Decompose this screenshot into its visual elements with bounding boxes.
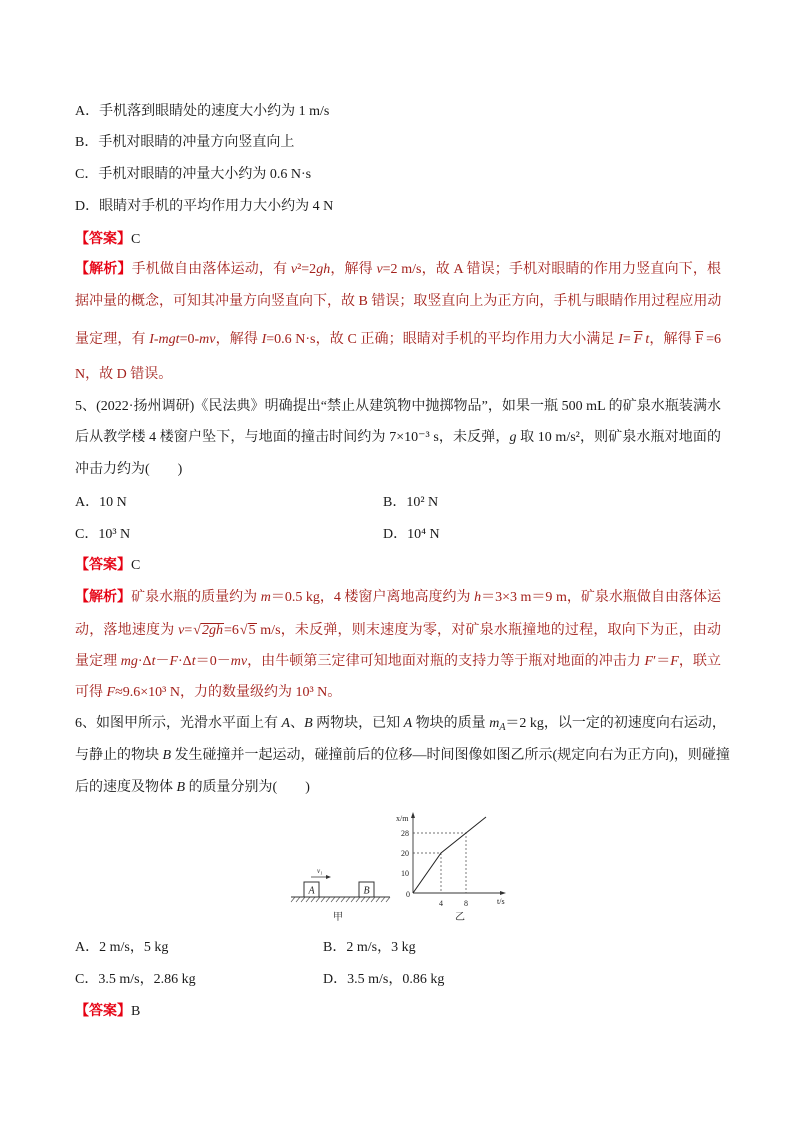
math-variable: B xyxy=(176,780,186,795)
math-variable: B xyxy=(162,748,172,763)
text-run: =0.6 N·s，故 C 正确；眼睛对手机的平均作用力大小满足 xyxy=(266,332,619,347)
text-run: 后从教学楼 4 楼窗户坠下，与地面的撞击时间约为 7×10⁻³ s，未反弹， xyxy=(75,430,510,445)
math-variable: gh xyxy=(316,262,331,277)
velocity-label: v₁ xyxy=(317,867,323,875)
q6-stem-line-2 xyxy=(75,746,730,766)
x-tick-label: 8 xyxy=(464,899,468,908)
y-axis-arrow xyxy=(411,812,415,818)
text-run: 6、如图甲所示，光滑水平面上有 xyxy=(75,716,282,731)
math-variable: F xyxy=(644,654,654,669)
math-variable: I xyxy=(618,332,623,347)
text-run: 、 xyxy=(290,716,305,731)
q5-option-d: D．10⁴ N xyxy=(383,527,440,542)
radicand: 2gh xyxy=(201,623,223,638)
q6-option-a: A．2 m/s，5 kg xyxy=(75,940,169,955)
math-variable: mv xyxy=(199,332,216,347)
answer-value: B xyxy=(131,1004,141,1019)
text-run: N，故 D 错误。 xyxy=(75,367,173,382)
q4-analysis-line-3 xyxy=(75,330,721,350)
y-tick-label: 28 xyxy=(401,829,409,838)
mean-force-symbol: $\overline{F}$ xyxy=(633,332,643,347)
text-run: 后的速度及物体 xyxy=(75,780,177,795)
text-run: 与静止的物块 xyxy=(75,748,163,763)
q5-option-a: A．10 N xyxy=(75,495,127,510)
text-run: ≈9.6×10³ N，力的数量级约为 10³ N。 xyxy=(115,685,342,700)
text-run: =0- xyxy=(179,332,200,347)
diagram-caption: 甲 xyxy=(333,912,343,923)
y-tick-label: 20 xyxy=(401,849,409,858)
math-variable: v xyxy=(376,262,383,277)
math-variable: B xyxy=(304,716,313,731)
text-run: =6 xyxy=(223,623,239,638)
q5-analysis-line-1 xyxy=(75,588,721,608)
q5-stem-line-2 xyxy=(75,428,721,448)
text-run: 量定理，有 xyxy=(75,332,150,347)
text-run: 物块的质量 xyxy=(412,716,490,731)
diagram-jia xyxy=(291,867,390,923)
answer-label: 【答案】 xyxy=(75,558,131,573)
q6-option-b: B．2 m/s，3 kg xyxy=(323,940,416,955)
q6-option-c: C．3.5 m/s，2.86 kg xyxy=(75,972,196,987)
guide-dashes xyxy=(413,833,466,893)
text-run: 5、(2022·扬州调研)《民法典》明确提出“禁止从建筑物中抛掷物品”，如果一瓶 500 mL 的矿泉水瓶装满水 xyxy=(75,399,721,414)
analysis-label: 【解析】 xyxy=(75,262,132,277)
text-run: 冲击力约为( ) xyxy=(75,462,183,477)
radical-sign: √ xyxy=(193,623,201,638)
graph-yi xyxy=(396,812,506,923)
q5-analysis-line-2 xyxy=(75,621,721,641)
math-variable: F xyxy=(670,654,679,669)
text-run: － xyxy=(155,654,170,669)
text-run: ＝0－ xyxy=(195,654,231,669)
text-run: m/s，未反弹，则末速度为零，对矿泉水瓶撞地的过程，取向下为正，由动 xyxy=(256,623,721,638)
text-run: 据冲量的概念，可知其冲量方向竖直向下，故 B 错误；取竖直向上为正方向，手机与眼睛作用过程应用动 xyxy=(75,294,722,309)
math-variable: F xyxy=(169,654,179,669)
text-run: ＝0.5 kg，4 楼窗户离地高度约为 xyxy=(270,590,475,605)
text-run: ，解得 xyxy=(649,332,696,347)
math-variable: t xyxy=(151,654,156,669)
q5-option-c: C．10³ N xyxy=(75,527,131,542)
x-tick-label: 4 xyxy=(439,899,443,908)
math-variable: I xyxy=(261,332,267,347)
radical-sign: √ xyxy=(239,623,248,638)
text-run: ，联立 xyxy=(678,654,722,669)
q4-option-b: B．手机对眼睛的冲量方向竖直向上 xyxy=(75,135,295,150)
q5-stem-line-3 xyxy=(75,460,182,480)
y-axis-label: x/m xyxy=(396,814,409,823)
answer-value: C xyxy=(131,558,141,573)
q4-answer xyxy=(75,230,140,250)
text-run: 量定理 xyxy=(75,654,121,669)
graph-caption: 乙 xyxy=(455,912,465,923)
origin-label: 0 xyxy=(406,890,410,899)
text-run: 矿泉水瓶的质量约为 xyxy=(131,590,261,605)
text-run: 的质量分别为( ) xyxy=(185,780,310,795)
q4-analysis-line-4 xyxy=(75,365,172,385)
ground-hatching xyxy=(291,897,390,902)
q6-answer xyxy=(75,1002,140,1022)
text-run: ，解得 xyxy=(215,332,262,347)
text-run: 发生碰撞并一起运动，碰撞前后的位移—时间图像如图乙所示(规定向右为正方向)，则碰撞 xyxy=(171,748,730,763)
math-variable: g xyxy=(509,430,517,445)
text-run: ＝3×3 m＝9 m，矿泉水瓶做自由落体运 xyxy=(481,590,722,605)
text-run: ，解得 xyxy=(330,262,377,277)
answer-label: 【答案】 xyxy=(75,232,131,247)
velocity-arrowhead xyxy=(326,875,331,879)
text-run: 动，落地速度为 xyxy=(75,623,179,638)
block-b-label: B xyxy=(363,885,370,897)
text-run: 手机做自由落体运动，有 xyxy=(131,262,291,277)
answer-label: 【答案】 xyxy=(75,1004,131,1019)
q5-answer xyxy=(75,556,140,576)
answer-value: C xyxy=(131,232,141,247)
q4-option-c: C．手机对眼睛的冲量大小约为 0.6 N·s xyxy=(75,167,312,182)
text-run: ²=2 xyxy=(297,262,317,277)
displacement-line xyxy=(413,817,486,893)
math-variable: F xyxy=(106,685,116,700)
math-variable: m xyxy=(489,716,500,731)
math-variable: v xyxy=(290,262,298,277)
mean-force-symbol: $\overline{F}$ xyxy=(695,332,704,347)
q4-analysis-line-1 xyxy=(75,260,721,280)
text-run: ·Δ xyxy=(137,654,152,669)
math-variable: I-mgt xyxy=(149,332,180,347)
math-variable: h xyxy=(474,590,482,605)
text-run: 可得 xyxy=(75,685,107,700)
math-variable: mv xyxy=(230,654,248,669)
x-axis-label: t/s xyxy=(497,897,505,906)
text-run: = xyxy=(184,623,193,638)
math-variable: A xyxy=(403,716,413,731)
q4-option-d: D．眼睛对手机的平均作用力大小约为 4 N xyxy=(75,199,334,214)
y-tick-label: 10 xyxy=(401,869,409,878)
math-variable: A xyxy=(281,716,291,731)
text-run: = xyxy=(622,332,631,347)
text-run: 取 10 m/s²，则矿泉水瓶对地面的 xyxy=(516,430,721,445)
text-run: ′＝ xyxy=(653,654,671,669)
q6-figure xyxy=(280,808,520,928)
subscript: A xyxy=(499,722,506,733)
text-run: ·Δ xyxy=(178,654,192,669)
x-axis-arrow xyxy=(500,891,506,895)
math-variable: t xyxy=(645,332,650,347)
q6-stem-line-1 xyxy=(75,714,726,734)
q6-option-d: D．3.5 m/s，0.86 kg xyxy=(323,972,445,987)
text-run: =6 xyxy=(706,332,722,347)
analysis-label: 【解析】 xyxy=(75,590,132,605)
math-variable: t xyxy=(191,654,196,669)
text-run: ＝2 kg，以一定的初速度向右运动， xyxy=(505,716,726,731)
q6-stem-line-3 xyxy=(75,778,310,798)
math-variable: v xyxy=(178,623,185,638)
text-run: =2 m/s，故 A 错误；手机对眼睛的作用力竖直向下，根 xyxy=(382,262,722,277)
q5-option-b: B．10² N xyxy=(383,495,439,510)
q5-stem-line-1 xyxy=(75,397,721,417)
q4-analysis-line-2 xyxy=(75,292,721,312)
block-a-label: A xyxy=(308,885,315,897)
math-variable: m xyxy=(260,590,271,605)
text-run: 两物块，已知 xyxy=(312,716,404,731)
q5-analysis-line-4 xyxy=(75,683,341,703)
q5-analysis-line-3 xyxy=(75,652,721,672)
radicand: 5 xyxy=(248,623,256,638)
text-run: ，由牛顿第三定律可知地面对瓶的支持力等于瓶对地面的冲击力 xyxy=(247,654,645,669)
q4-option-a: A．手机落到眼睛处的速度大小约为 1 m/s xyxy=(75,104,330,119)
math-variable: mg xyxy=(120,654,138,669)
